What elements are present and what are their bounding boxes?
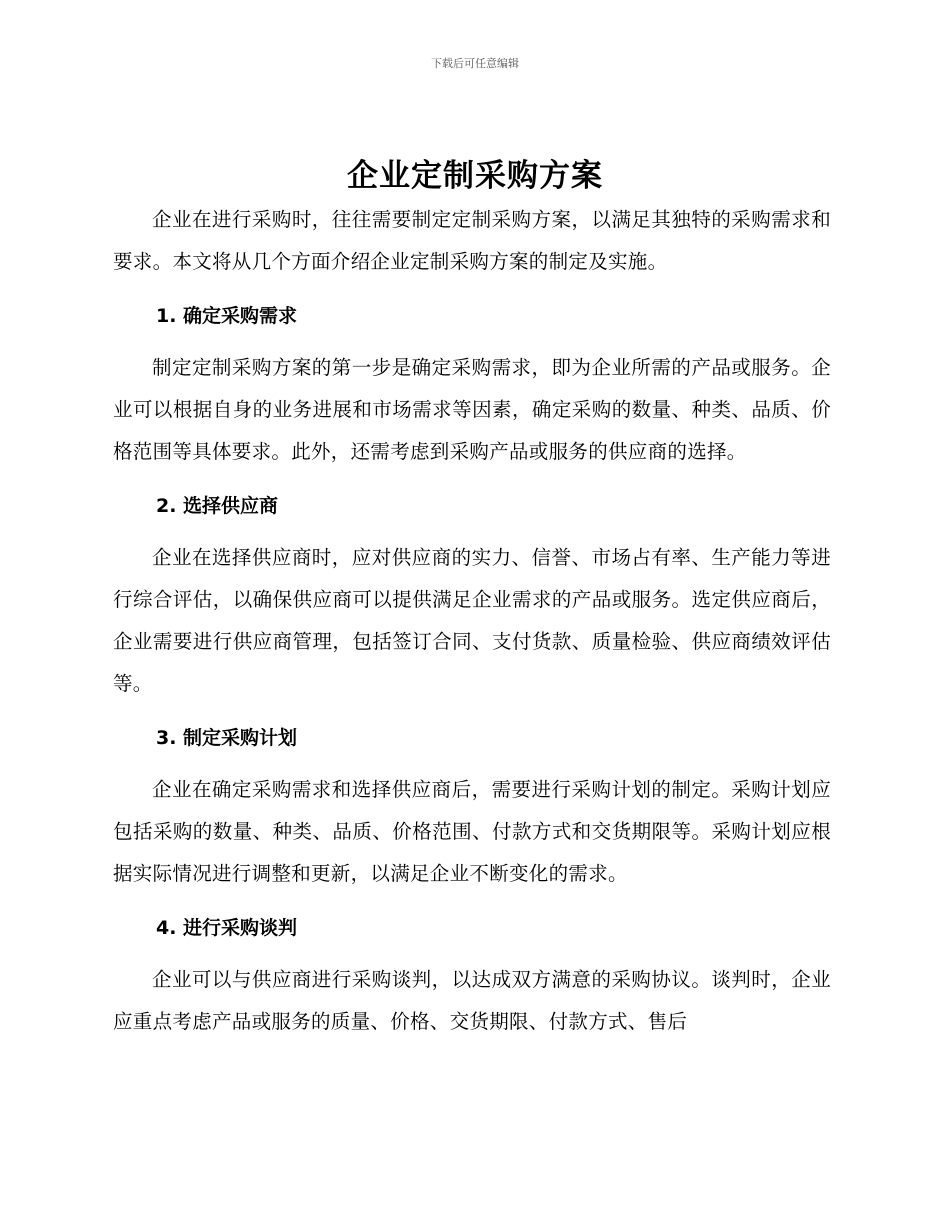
section-body-2: 企业在选择供应商时，应对供应商的实力、信誉、市场占有率、生产能力等进行综合评估，以确保供应商可以提供满足企业需求的产品或服务。选定供应商后，企业需要进行供应商管理，包括签订合同、支付货款、质量检验、供应商绩效评估等。: [113, 546, 831, 695]
section-body-1: 制定定制采购方案的第一步是确定采购需求，即为企业所需的产品或服务。企业可以根据自身的业务进展和市场需求等因素，确定采购的数量、种类、品质、价格范围等具体要求。此外，还需考虑到采购产品或服务的供应商的选择。: [113, 356, 831, 463]
section-body-3: 企业在确定采购需求和选择供应商后，需要进行采购计划的制定。采购计划应包括采购的数量、种类、品质、价格范围、付款方式和交货期限等。采购计划应根据实际情况进行调整和更新，以满足企业不断变化的需求。: [113, 778, 831, 885]
document-title: 企业定制采购方案: [347, 158, 603, 194]
section-heading-1: 1. 确定采购需求: [156, 305, 298, 327]
section-heading-4: 4. 进行采购谈判: [156, 917, 298, 939]
section-heading-2: 2. 选择供应商: [156, 495, 279, 517]
header-note: 下载后可任意编辑: [431, 57, 519, 70]
section-heading-3: 3. 制定采购计划: [156, 727, 298, 749]
document-body: [113, 199, 831, 1043]
intro-paragraph: 企业在进行采购时，往往需要制定定制采购方案，以满足其独特的采购需求和要求。本文将从几个方面介绍企业定制采购方案的制定及实施。: [113, 208, 831, 273]
section-body-4: 企业可以与供应商进行采购谈判，以达成双方满意的采购协议。谈判时，企业应重点考虑产品或服务的质量、价格、交货期限、付款方式、售后: [113, 968, 831, 1033]
